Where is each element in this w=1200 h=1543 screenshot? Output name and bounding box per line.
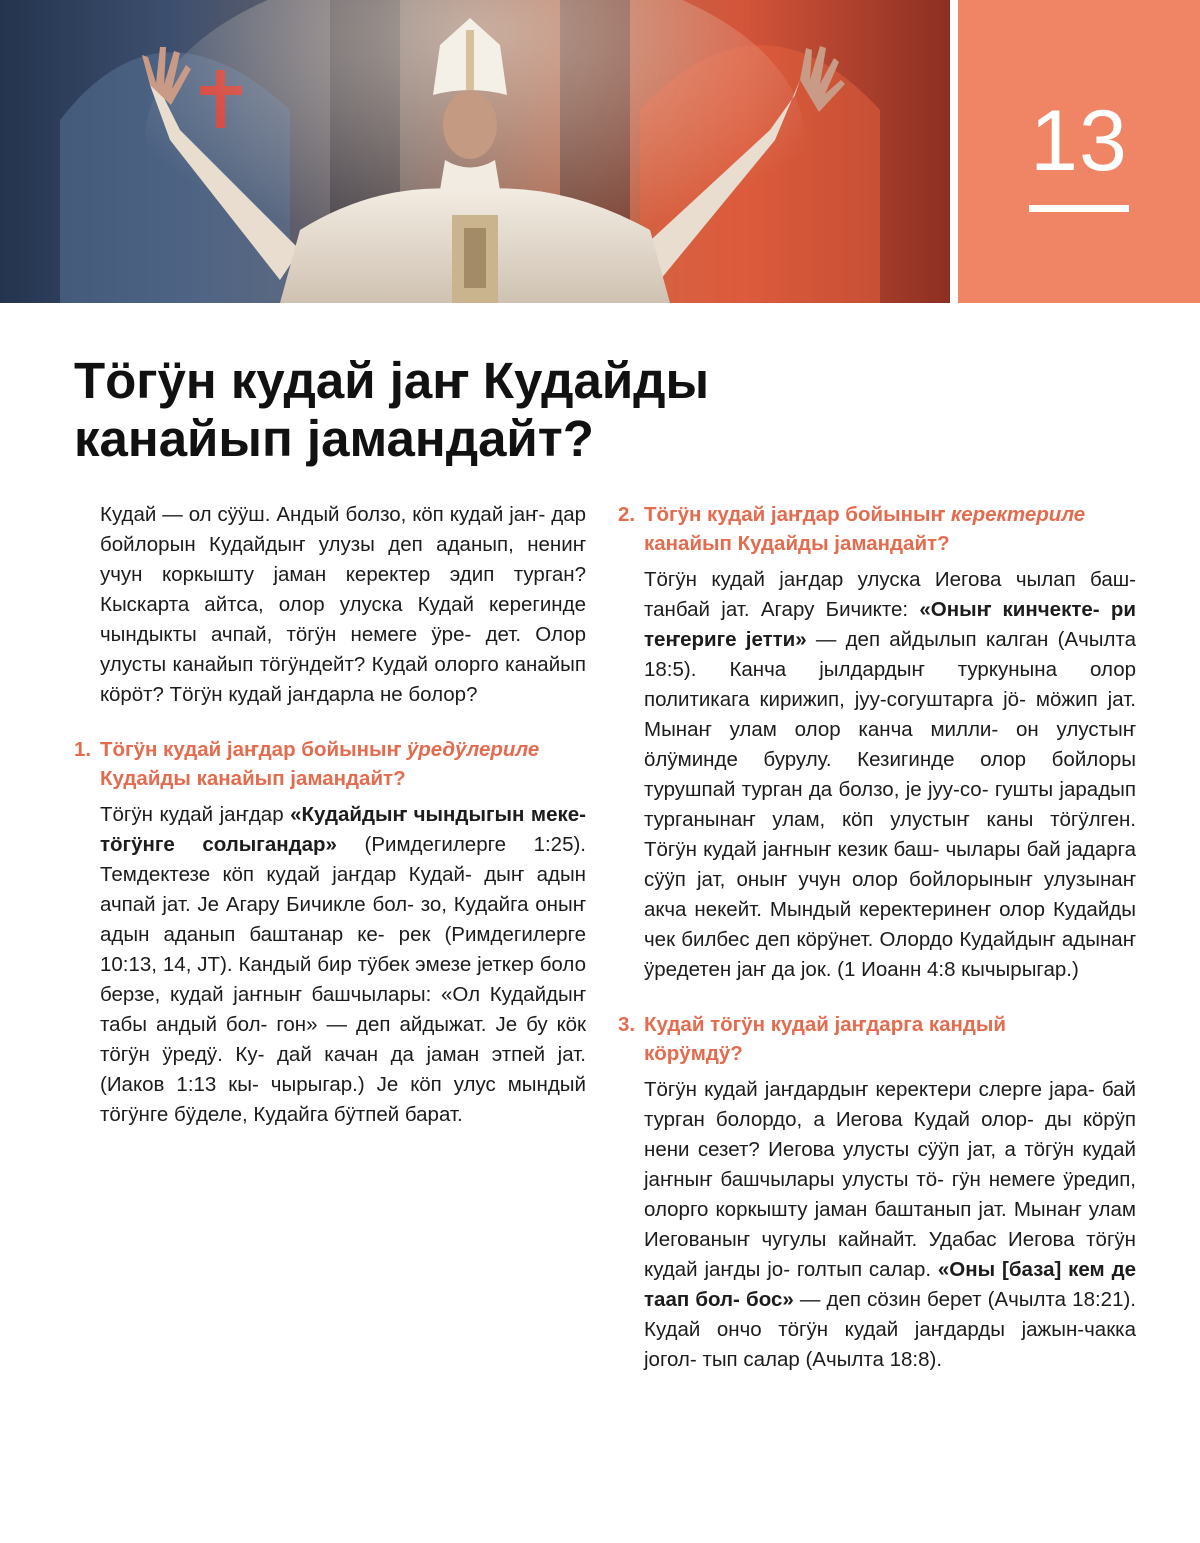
left-column [74, 500, 586, 1130]
question-number: 1. [74, 738, 92, 761]
header-photo [0, 0, 950, 303]
answer-line: чырыгар.) Је кӧп улус мындый тӧгӱнге бӱделе, [100, 1073, 586, 1126]
question-text: Кудай тӧгӱн кудай јаҥдарга кандый [644, 1013, 1007, 1036]
page-title [74, 352, 874, 468]
intro-line: не болор? [379, 683, 478, 706]
title-line-1: Тӧгӱн кудай јаҥ Кудайды [74, 352, 710, 409]
answer-line: каны тӧгӱлген. Тӧгӱн кудай јаҥныҥ кезик баш- [644, 808, 1136, 861]
scripture-quote: «Оныҥ кинчекте- [919, 598, 1100, 621]
priest-photo-icon [0, 0, 950, 303]
answer-line: (Ачылта 18:5). Канча јылдардыҥ туркунына [644, 628, 1137, 681]
intro-line: керегинде чындыкты ачпай, тӧгӱн немеге ӱре- [100, 593, 586, 646]
question-emphasis: кеpектериле [950, 503, 1086, 526]
answer-line: баштанып јат. Мынаҥ улам Иегованыҥ чугулы [644, 1198, 1137, 1251]
answer-1-paragraph [100, 800, 586, 1130]
answer-3-paragraph [644, 1075, 1136, 1375]
answer-line: гон» — деп айдыжат. Је бу кӧк тӧгӱн ӱредӱ. Ку- [100, 1013, 586, 1066]
answer-line: а тӧгӱн кудай јаҥныҥ башчылары улусты тӧ- [644, 1138, 1136, 1191]
answer-line: чылары бай јадарга сӱӱп јат, оныҥ учун олор [644, 838, 1136, 891]
answer-line: бойлорыныҥ улузынаҥ акча некейт. Мындый [644, 868, 1136, 921]
chapter-rule [1029, 205, 1129, 212]
scripture-quote: ри теҥериге јетти» [644, 598, 1136, 651]
answer-line: кайнайт. Удабас Иегова тӧгӱн кудай јаҥды јо- [644, 1228, 1136, 1281]
answer-text: (Римдегилерге [336, 833, 507, 856]
answer-text: танбай јат. Агару Бичикте: [644, 598, 920, 621]
answer-line: дай качан да јаман этпей јат. (Иаков 1:13 кы- [100, 1043, 586, 1096]
question-3 [618, 1010, 1136, 1068]
chapter-box [958, 0, 1200, 303]
answer-line: 1:25). Темдектезе кӧп кудай јаҥдар Кудай- [100, 833, 586, 886]
answer-line: јаҥ да јок. (1 Иоанн 4:8 кычырыгар.) [736, 958, 1079, 981]
question-text: Тӧгӱн кудай јаҥдар бойыныҥ [100, 738, 407, 761]
answer-line: ды кӧрӱп нени сезет? Иегова улусты сӱӱп јат, [644, 1108, 1136, 1161]
answer-line: мӧжип јат. Мынаҥ улам олор канча милли- [644, 688, 1137, 741]
question-2 [618, 500, 1136, 558]
question-text: канайып Кудайды јамандайт? [644, 532, 950, 555]
answer-text: Тӧгӱн кудай јаҥдар [100, 803, 291, 826]
scripture-quote: меке-тӧгӱнге солыгандар» [100, 803, 586, 856]
question-1 [74, 735, 586, 793]
answer-line: башчылары: «Ол Кудайдыҥ табы андый бол- [100, 983, 587, 1036]
answer-line: тӱбек эмезе јеткер боло берзе, кудай јаҥныҥ [100, 953, 586, 1006]
question-number: 2. [618, 503, 636, 526]
answer-line: гӱн немеге ӱредип, олорго коркышту јаман [644, 1168, 1136, 1221]
answer-line: ончо тӧгӱн кудай јаҥдарды јажын-чакка јогол- [644, 1318, 1136, 1371]
right-column [618, 500, 1136, 1375]
answer-line: кӧрӱнет. Олордо Кудайдыҥ адынаҥ ӱредетен [644, 928, 1136, 981]
answer-line: Кудайга бӱтпей барат. [253, 1103, 463, 1126]
answer-text: — деп айдылып калган [806, 628, 1049, 651]
question-text: Кудайды канайып јамандайт? [100, 767, 406, 790]
question-text: Тӧгӱн кудай јаҥдар бойыныҥ [644, 503, 951, 526]
intro-line: олорго канайып кӧрӧт? Тӧгӱн кудай јаҥдарла [100, 653, 586, 706]
scripture-quote: «Оны [база] кем де таап бол- [644, 1258, 1136, 1311]
answer-line: Тӧгӱн кудай јаҥдардыҥ кеpектери слерге јара- [644, 1078, 1095, 1101]
answer-line: дыҥ адын ачпай јат. Је Агару Бичикле бол- [100, 863, 586, 916]
answer-line: олор политикага кирижип, јуу-согуштарга јӧ- [644, 658, 1136, 711]
intro-line: Кудай — ол сӱӱш. Андый болзо, кӧп кудай јаҥ- [100, 503, 546, 526]
answer-line: тып салар (Ачылта 18:8). [702, 1348, 943, 1371]
title-line-2: канайып јамандайт? [74, 410, 594, 467]
intro-line: турган? Кыскарта айтса, олор улуска Кудай [100, 563, 586, 616]
answer-line: кеpектеринеҥ олор Кудайды чек билбес деп [644, 898, 1136, 951]
answer-line: Тӧгӱн кудай јаҥдар улуска Иегова чылап баш- [644, 568, 1136, 591]
question-number: 3. [618, 1013, 636, 1036]
chapter-number: 13 [1030, 93, 1128, 189]
answer-text: голтып салар. [796, 1258, 938, 1281]
question-emphasis: ӱредӱлериле [406, 738, 540, 761]
intro-paragraph [100, 500, 586, 710]
answer-line: зо, Кудайга оныҥ адын аданып баштанар ке- [100, 893, 586, 946]
answer-line: гушты јарадып турганынаҥ улам, кӧп улустыҥ [644, 778, 1136, 831]
question-text: кӧрӱмдӱ? [644, 1042, 743, 1065]
answer-line: бойлоры турушпай турган да болзо, је јуу-со- [644, 748, 1136, 801]
answer-line: рек (Римдегилерге 10:13, 14, ЈТ). Кандый бир [100, 923, 586, 976]
answer-line: он улустыҥ ӧлӱминде бурулу. Кезигинде олор [644, 718, 1136, 771]
answer-2-paragraph [644, 565, 1136, 985]
intro-line: дар бойлорын Кудайдыҥ улузы деп аданып, [100, 503, 586, 556]
scripture-quote: «Кудайдыҥ чындыгын [290, 803, 525, 826]
scripture-quote: бос» [746, 1288, 794, 1311]
answer-line: бай турган болордо, а Иегова Кудай олор- [644, 1078, 1136, 1131]
answer-text: — деп сӧзин берет (Ачылта 18:21). Кудай [644, 1288, 1136, 1341]
intro-line: нениҥ учун коркышту јаман керектер эдип [100, 533, 586, 586]
intro-line: дет. Олор улусты канайып тӧгӱндейт? Кудай [100, 623, 586, 676]
